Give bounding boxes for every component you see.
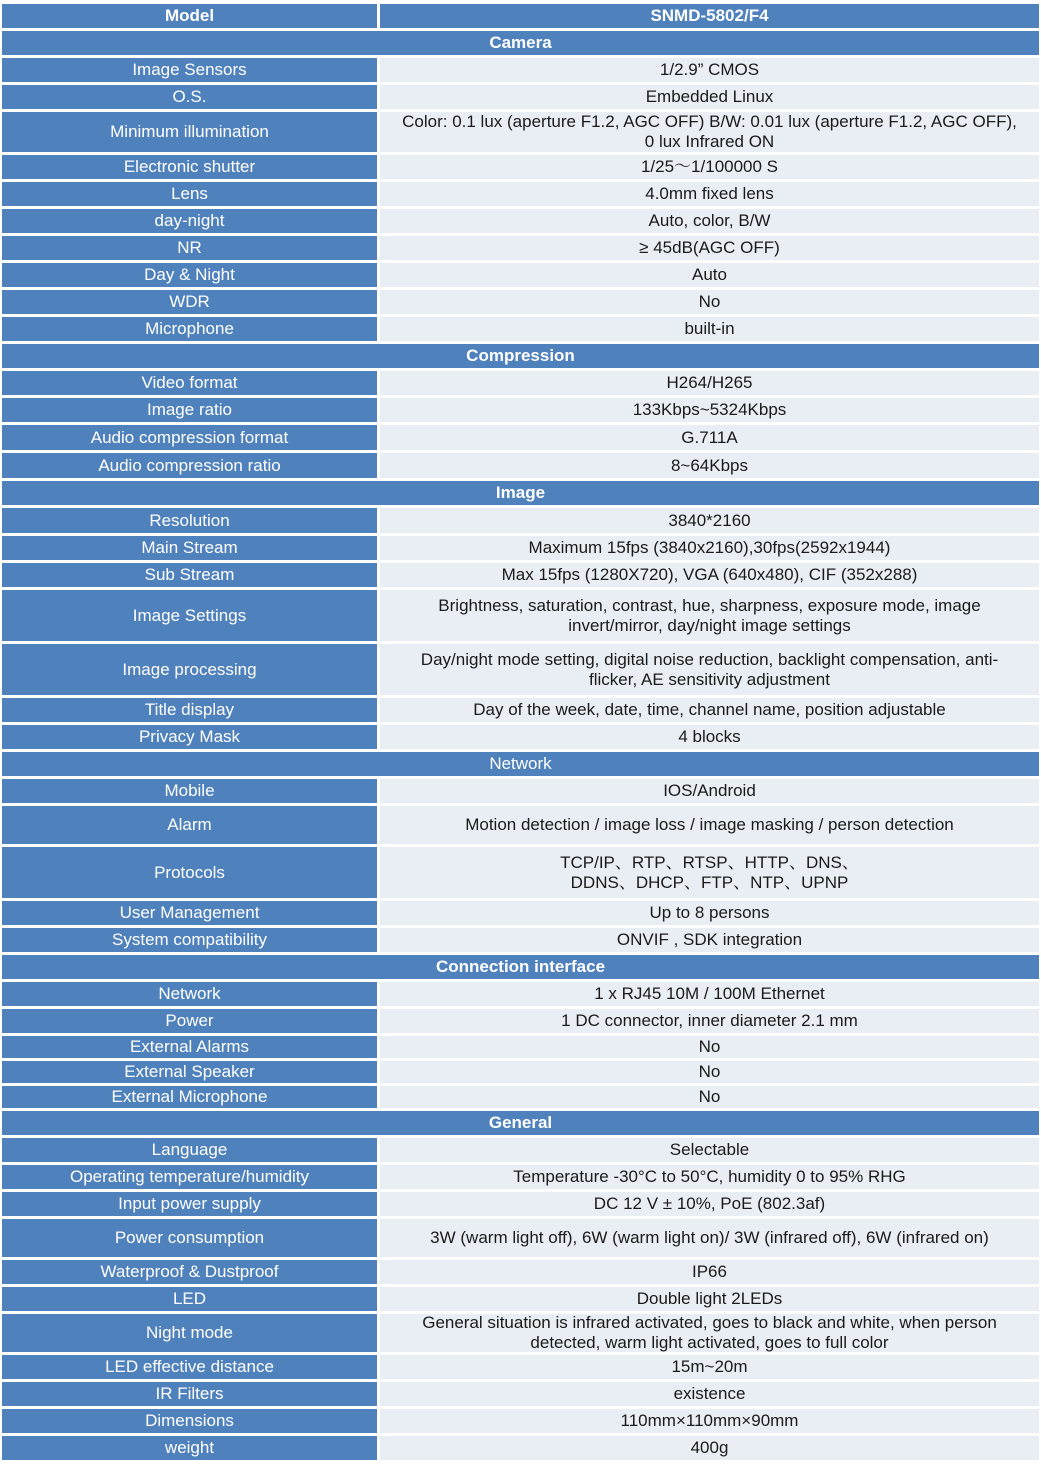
row-label: day-night (2, 209, 377, 233)
table-row (2, 725, 1039, 749)
row-label: System compatibility (2, 928, 377, 952)
row-label: Audio compression format (2, 425, 377, 450)
row-value: 4 blocks (380, 725, 1039, 749)
row-value: No (380, 1086, 1039, 1108)
row-label: Lens (2, 182, 377, 206)
table-row (2, 155, 1039, 179)
table-row (2, 1260, 1039, 1284)
row-value: 400g (380, 1436, 1039, 1460)
row-value: Up to 8 persons (380, 901, 1039, 925)
row-value: Embedded Linux (380, 85, 1039, 109)
table-row (2, 644, 1039, 695)
row-label: External Microphone (2, 1086, 377, 1108)
row-value: Color: 0.1 lux (aperture F1.2, AGC OFF) B/W: 0.01 lux (aperture F1.2, AGC OFF), 0 lux Infrared ON (380, 112, 1039, 152)
row-label: Audio compression ratio (2, 453, 377, 478)
table-row (2, 182, 1039, 206)
row-value: Double light 2LEDs (380, 1287, 1039, 1311)
row-label: Image Settings (2, 590, 377, 641)
section-network: Network (2, 752, 1039, 776)
row-label: WDR (2, 290, 377, 314)
row-value: 8~64Kbps (380, 453, 1039, 478)
row-label: Mobile (2, 779, 377, 803)
model-label: Model (2, 4, 377, 28)
row-value: Max 15fps (1280X720), VGA (640x480), CIF (352x288) (380, 563, 1039, 587)
table-row (2, 317, 1039, 341)
row-label: Image ratio (2, 398, 377, 422)
row-value: 1 x RJ45 10M / 100M Ethernet (380, 982, 1039, 1006)
row-value: Brightness, saturation, contrast, hue, sharpness, exposure mode, image invert/mirror, day/night image settings (380, 590, 1039, 641)
row-value: Motion detection / image loss / image masking / person detection (380, 806, 1039, 844)
row-label: NR (2, 236, 377, 260)
row-label: Main Stream (2, 536, 377, 560)
row-value: existence (380, 1382, 1039, 1406)
section-camera: Camera (2, 31, 1039, 55)
row-label: Minimum illumination (2, 112, 377, 152)
table-row (2, 1409, 1039, 1433)
row-value: Maximum 15fps (3840x2160),30fps(2592x1944) (380, 536, 1039, 560)
row-label: Protocols (2, 847, 377, 898)
table-row (2, 563, 1039, 587)
table-row (2, 1138, 1039, 1162)
section-general: General (2, 1111, 1039, 1135)
row-label: External Speaker (2, 1061, 377, 1083)
row-label: Language (2, 1138, 377, 1162)
row-value: H264/H265 (380, 371, 1039, 395)
row-label: Image processing (2, 644, 377, 695)
row-value: IOS/Android (380, 779, 1039, 803)
table-row (2, 1036, 1039, 1058)
table-row (2, 1192, 1039, 1216)
table-row (2, 1314, 1039, 1352)
row-label: Day & Night (2, 263, 377, 287)
row-value: ONVIF , SDK integration (380, 928, 1039, 952)
row-label: Microphone (2, 317, 377, 341)
row-label: IR Filters (2, 1382, 377, 1406)
table-row (2, 1436, 1039, 1460)
row-value: Temperature -30°C to 50°C, humidity 0 to 95% RHG (380, 1165, 1039, 1189)
table-row (2, 1165, 1039, 1189)
row-label: LED effective distance (2, 1355, 377, 1379)
table-row (2, 1086, 1039, 1108)
row-value: 4.0mm fixed lens (380, 182, 1039, 206)
row-value: 1/25～1/100000 S (380, 155, 1039, 179)
table-row (2, 806, 1039, 844)
row-label: Night mode (2, 1314, 377, 1352)
row-value: 133Kbps~5324Kbps (380, 398, 1039, 422)
row-value: Auto (380, 263, 1039, 287)
table-row (2, 982, 1039, 1006)
row-value: ≥ 45dB(AGC OFF) (380, 236, 1039, 260)
table-row (2, 928, 1039, 952)
row-label: Operating temperature/humidity (2, 1165, 377, 1189)
section-image: Image (2, 481, 1039, 505)
spec-table (2, 4, 1039, 1460)
row-label: User Management (2, 901, 377, 925)
row-label: Resolution (2, 508, 377, 533)
row-value: Auto, color, B/W (380, 209, 1039, 233)
table-row (2, 425, 1039, 450)
row-label: External Alarms (2, 1036, 377, 1058)
table-row (2, 290, 1039, 314)
row-value: Selectable (380, 1138, 1039, 1162)
row-label: Network (2, 982, 377, 1006)
row-value: DC 12 V ± 10%, PoE (802.3af) (380, 1192, 1039, 1216)
table-row (2, 398, 1039, 422)
table-row (2, 236, 1039, 260)
row-value: built-in (380, 317, 1039, 341)
table-row (2, 779, 1039, 803)
table-row (2, 1382, 1039, 1406)
row-value: TCP/IP、RTP、RTSP、HTTP、DNS、DDNS、DHCP、FTP、NTP、UPNP (380, 847, 1039, 898)
row-label: Video format (2, 371, 377, 395)
row-label: weight (2, 1436, 377, 1460)
row-label: LED (2, 1287, 377, 1311)
row-value: Day of the week, date, time, channel name, position adjustable (380, 698, 1039, 722)
table-row (2, 209, 1039, 233)
row-value: 110mm×110mm×90mm (380, 1409, 1039, 1433)
row-label: Image Sensors (2, 58, 377, 82)
table-row (2, 1287, 1039, 1311)
table-row (2, 536, 1039, 560)
table-row (2, 1219, 1039, 1257)
row-value: No (380, 290, 1039, 314)
table-row (2, 453, 1039, 478)
row-label: Electronic shutter (2, 155, 377, 179)
table-row (2, 371, 1039, 395)
row-label: Power consumption (2, 1219, 377, 1257)
row-label: Sub Stream (2, 563, 377, 587)
table-row (2, 112, 1039, 152)
table-row (2, 85, 1039, 109)
row-value: Day/night mode setting, digital noise reduction, backlight compensation, anti-flicker, AE sensitivity adjustment (380, 644, 1039, 695)
table-row (2, 1009, 1039, 1033)
row-label: Waterproof & Dustproof (2, 1260, 377, 1284)
row-label: Title display (2, 698, 377, 722)
row-value: 3W (warm light off), 6W (warm light on)/ 3W (infrared off), 6W (infrared on) (380, 1219, 1039, 1257)
row-value: 1/2.9” CMOS (380, 58, 1039, 82)
row-value: 1 DC connector, inner diameter 2.1 mm (380, 1009, 1039, 1033)
table-row (2, 901, 1039, 925)
row-label: Power (2, 1009, 377, 1033)
row-value: No (380, 1061, 1039, 1083)
section-compression: Compression (2, 344, 1039, 368)
model-value: SNMD-5802/F4 (380, 4, 1039, 28)
model-row (2, 4, 1039, 28)
section-connection-interface: Connection interface (2, 955, 1039, 979)
table-row (2, 590, 1039, 641)
table-row (2, 58, 1039, 82)
row-value: G.711A (380, 425, 1039, 450)
row-label: Dimensions (2, 1409, 377, 1433)
table-row (2, 508, 1039, 533)
row-label: O.S. (2, 85, 377, 109)
row-value: 15m~20m (380, 1355, 1039, 1379)
table-row (2, 1355, 1039, 1379)
row-value: IP66 (380, 1260, 1039, 1284)
table-row (2, 847, 1039, 898)
row-label: Alarm (2, 806, 377, 844)
row-value: No (380, 1036, 1039, 1058)
table-row (2, 1061, 1039, 1083)
row-value: General situation is infrared activated, goes to black and white, when person detected, warm light activated, goes to full color (380, 1314, 1039, 1352)
table-row (2, 263, 1039, 287)
row-value: 3840*2160 (380, 508, 1039, 533)
table-row (2, 698, 1039, 722)
row-label: Privacy Mask (2, 725, 377, 749)
row-label: Input power supply (2, 1192, 377, 1216)
